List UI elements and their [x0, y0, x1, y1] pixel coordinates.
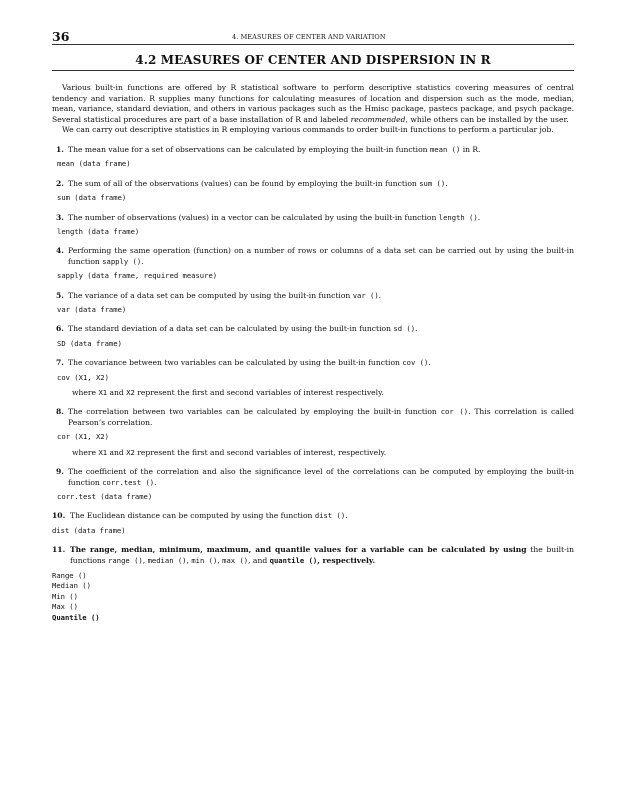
list-item: 11. The range, median, minimum, maximum, and quantile values for a variable can be calculated by using the built-in functions range (), median (), min (), max (), and quantile (), respectively. [52, 545, 574, 565]
function-name: cor () [440, 407, 469, 417]
variable-note: where X1 and X2 represent the first and second variables of interest respectively. [72, 388, 384, 398]
function-name: mean () [429, 144, 461, 154]
variable-note: where X1 and X2 represent the first and second variables of interest, respectively. [72, 447, 387, 457]
list-item: 10. The Euclidean distance can be computed by using the function dist (). [52, 511, 348, 521]
chapter-title: 4. MEASURES OF CENTER AND VARIATION [232, 33, 386, 41]
function-name: sapply () [102, 256, 142, 266]
intro [52, 83, 574, 136]
function-name: length () [438, 212, 478, 222]
code-line: length (data frame) [57, 227, 140, 236]
function-name: min () [191, 555, 218, 565]
function-name: quantile () [269, 555, 318, 565]
code-line: dist (data frame) [52, 525, 126, 535]
list-item: 5. The variance of a data set can be computed by using the built-in function var (). [56, 290, 382, 300]
list-item: 8. The correlation between two variables can be calculated by employing the built-in function cor (). This correlation is called Pearson’s correlation. [56, 407, 574, 427]
function-name: cov () [402, 358, 429, 368]
code-line: cor (X1, X2) [57, 432, 109, 442]
function-name: corr.test () [102, 477, 155, 487]
function-name: dist () [314, 511, 346, 521]
code-line: cov (X1, X2) [57, 372, 109, 382]
code-line: SD (data frame) [57, 338, 122, 348]
intro-paragraph-1: Various built-in functions are offered by R statistical software to perform descriptive statistics covering measures of central tendency and variation. R supplies many functions for calculating measures of location and dispersion such as the mode, median, mean, variance, standard deviation, and others in various packages such as the Hmisc package, pastecs package, and psych package. Several statistical procedures are part of a base installation of R and labeled recommended, while others can be installed by the user. [52, 83, 574, 124]
code-line: Median () [52, 581, 91, 591]
list-item: 7. The covariance between two variables can be calculated by using the built-in function cov (). [56, 358, 431, 368]
code-line: Min () [52, 591, 78, 601]
list-item: 2. The sum of all of the observations (values) can be found by employing the built-in function sum (). [56, 178, 448, 188]
function-name: max () [222, 555, 249, 565]
code-line: sum (data frame) [57, 193, 127, 203]
function-name: var () [352, 290, 379, 300]
intro-paragraph-2: We can carry out descriptive statistics in R employing various commands to order built-in functions to perform a particular job. [62, 125, 554, 135]
code-line: Range () [52, 570, 87, 580]
list-item: 6. The standard deviation of a data set can be calculated by using the built-in function sd (). [56, 324, 418, 334]
list-item: 3. The number of observations (values) in a vector can be calculated by using the built-in function length (). [56, 212, 481, 222]
function-name: sum () [419, 178, 446, 188]
function-name: median () [147, 555, 187, 565]
list-item: 9. The coefficient of the correlation and also the significance level of the correlations can be computed by employing the built-in function corr.test (). [56, 467, 574, 487]
section-title: 4.2 MEASURES OF CENTER AND DISPERSION IN R [52, 53, 574, 71]
code-line: var (data frame) [57, 305, 127, 315]
code-line: Max () [52, 602, 78, 612]
function-name: range () [108, 555, 143, 565]
function-list [52, 571, 574, 623]
function-name: sd () [393, 324, 416, 334]
code-line: mean (data frame) [57, 159, 131, 169]
code-line: sapply (data frame, required measure) [57, 271, 218, 281]
code-line: corr.test (data frame) [57, 491, 153, 501]
list-item: 1. The mean value for a set of observations can be calculated by employing the built-in function mean () in R. [56, 144, 481, 154]
page-number: 36 [52, 29, 70, 44]
page [52, 28, 574, 623]
running-header [52, 28, 574, 45]
code-line: Quantile () [52, 612, 100, 622]
list-item: 4. Performing the same operation (function) on a number of rows or columns of a data set can be carried out by using the built-in function sapply (). [56, 246, 574, 266]
